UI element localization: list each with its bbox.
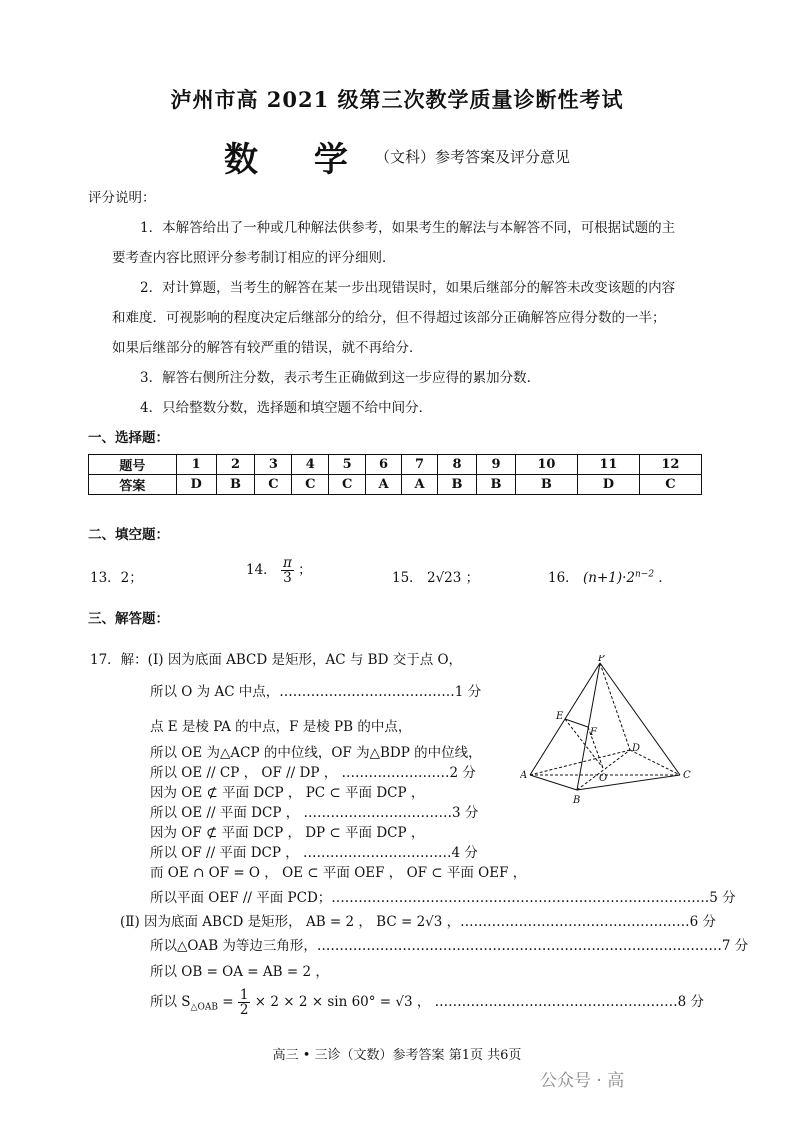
label-o: O [599, 773, 608, 784]
table-row-answers [89, 475, 702, 495]
answer-15-value: 2√23 [426, 570, 462, 586]
note-3: 3．解答右侧所注分数，表示考生正确做到这一步应得的累加分数． [140, 370, 541, 386]
question-number: 1 [176, 455, 216, 475]
solution-line: 所以 OE // 平面 DCP ， ……………………………3 分 [150, 805, 479, 821]
question-number: 6 [366, 455, 402, 475]
answer-cell: D [176, 475, 216, 495]
solution-line: 所以平面 OEF // 平面 PCD；…………………………………………………………………………5 分 [150, 890, 736, 906]
solution-line: 所以 OF // 平面 DCP ， ……………………………4 分 [150, 845, 478, 861]
subject-name: 数 学 [224, 140, 370, 180]
solution-line: (Ⅱ) 因为底面 ABCD 是矩形， AB = 2 ， BC = 2√3 ，……………………………………………6 分 [120, 914, 717, 930]
answer-cell: A [402, 475, 438, 495]
label-p: P [598, 655, 605, 664]
answer-15-tail: ； [465, 570, 480, 586]
answer-14-fraction [281, 556, 294, 585]
document-subtitle [0, 132, 794, 181]
edge-bc [577, 775, 680, 790]
question-number: 7 [402, 455, 438, 475]
answer-15-label: 15． [392, 570, 423, 586]
answer-cell: B [438, 475, 477, 495]
answer-16-exponent: n−2 [635, 569, 655, 580]
answer-cell: C [329, 475, 366, 495]
document-title: 泸州市高 2021 级第三次教学质量诊断性考试 [170, 87, 624, 112]
answer-13: 13．2； [90, 570, 143, 586]
watermark-text: 公众号 · 高 [540, 1071, 625, 1091]
solution-line: 而 OE ∩ OF = O ， OE ⊂ 平面 OEF ， OF ⊂ 平面 OEF ， [150, 865, 527, 881]
table-row-numbers [89, 455, 702, 475]
solution-line: 所以 OB = OA = AB = 2 ， [150, 964, 329, 980]
question-number: 8 [438, 455, 477, 475]
solution-line: 所以△OAB 为等边三角形，………………………………………………………………………………7 分 [150, 938, 749, 954]
question-number: 2 [216, 455, 255, 475]
answer-cell: B [216, 475, 255, 495]
question-number: 4 [292, 455, 329, 475]
answer-14-tail: ； [298, 562, 312, 578]
answer-16-value: (n+1)·2 [582, 570, 635, 586]
solution-line: 所以 O 为 AC 中点，…………………………………1 分 [150, 684, 482, 700]
area-prefix: 所以 S [150, 994, 191, 1010]
solution-line: 所以 OE // CP ， OF // DP ， ……………………2 分 [150, 765, 476, 781]
note-2c: 如果后继部分的解答有较严重的错误，就不再给分． [112, 340, 423, 356]
notes-heading: 评分说明： [88, 190, 156, 206]
question-number: 10 [515, 455, 577, 475]
answer-cell: C [292, 475, 329, 495]
answer-cell: B [477, 475, 516, 495]
answer-cell: A [366, 475, 402, 495]
question-number: 3 [255, 455, 292, 475]
pyramid-figure [520, 655, 695, 815]
note-1a: 1．本解答给出了一种或几种解法供参考，如果考生的解法与本解答不同，可根据试题的主 [140, 220, 676, 236]
answer-cell: C [255, 475, 292, 495]
fraction-denominator: 2 [239, 1002, 249, 1018]
answer-cell: D [577, 475, 639, 495]
edge-pc [600, 663, 680, 775]
label-c: C [683, 770, 691, 781]
page-footer: 高三 • 三诊（文数）参考答案 第1页 共6页 [272, 1048, 522, 1063]
row-label-question: 题号 [89, 455, 177, 475]
solution-line: 因为 OE ⊄ 平面 DCP ， PC ⊂ 平面 DCP ， [150, 785, 425, 801]
diagonal-bd [577, 750, 630, 790]
question-number: 5 [329, 455, 366, 475]
area-rest: × 2 × 2 × sin 60° = √3 ， ………………………………………………8 分 [254, 994, 705, 1010]
area-equals: = [222, 994, 238, 1010]
question-number: 11 [577, 455, 639, 475]
subtitle-text: （文科）参考答案及评分意见 [374, 148, 570, 166]
segment-oe [565, 719, 603, 768]
answer-cell: C [639, 475, 701, 495]
answer-16 [548, 566, 672, 586]
row-label-answer: 答案 [89, 475, 177, 495]
solution-line-area [150, 988, 704, 1017]
solution-line: 17．解：(Ⅰ) 因为底面 ABCD 是矩形，AC 与 BD 交于点 O， [90, 652, 463, 668]
note-2b: 和难度．可视影响的程度决定后继部分的给分，但不得超过该部分正确解答应得分数的一半； [112, 310, 666, 326]
solution-line: 所以 OE 为△ACP 的中位线，OF 为△BDP 的中位线， [150, 745, 482, 761]
area-subscript: △OAB [190, 1002, 218, 1013]
edge-ab [530, 775, 577, 790]
question-number: 12 [639, 455, 701, 475]
answer-table [88, 454, 702, 495]
fraction-denominator: 3 [283, 570, 292, 586]
section2-heading: 二、填空题： [88, 527, 169, 543]
label-a: A [520, 770, 528, 781]
answer-16-label: 16． [548, 570, 579, 586]
answer-16-tail: ． [658, 570, 672, 586]
fraction-numerator: π [282, 555, 292, 571]
label-b: B [573, 795, 581, 806]
label-d: D [632, 743, 641, 754]
note-2a: 2．对计算题，当考生的解答在某一步出现错误时，如果后继部分的解答未改变该题的内容 [140, 280, 676, 296]
answer-15 [392, 566, 479, 586]
note-1b: 要考查内容比照评分参考制订相应的评分细则． [112, 250, 396, 266]
label-e: E [556, 711, 564, 722]
label-f: F [590, 727, 597, 738]
solution-line: 点 E 是棱 PA 的中点，F 是棱 PB 的中点， [150, 719, 412, 735]
edge-pd [600, 663, 630, 750]
section3-heading: 三、解答题： [88, 611, 169, 627]
answer-cell: B [515, 475, 577, 495]
answer-14 [246, 556, 312, 585]
solution-line: 因为 OF ⊄ 平面 DCP ， DP ⊂ 平面 DCP ， [150, 825, 425, 841]
section1-heading: 一、选择题： [88, 430, 169, 446]
answer-14-label: 14． [246, 562, 277, 578]
area-fraction [238, 988, 251, 1017]
fraction-numerator: 1 [239, 987, 249, 1003]
note-4: 4．只给整数分数，选择题和填空题不给中间分． [140, 400, 433, 416]
question-number: 9 [477, 455, 516, 475]
